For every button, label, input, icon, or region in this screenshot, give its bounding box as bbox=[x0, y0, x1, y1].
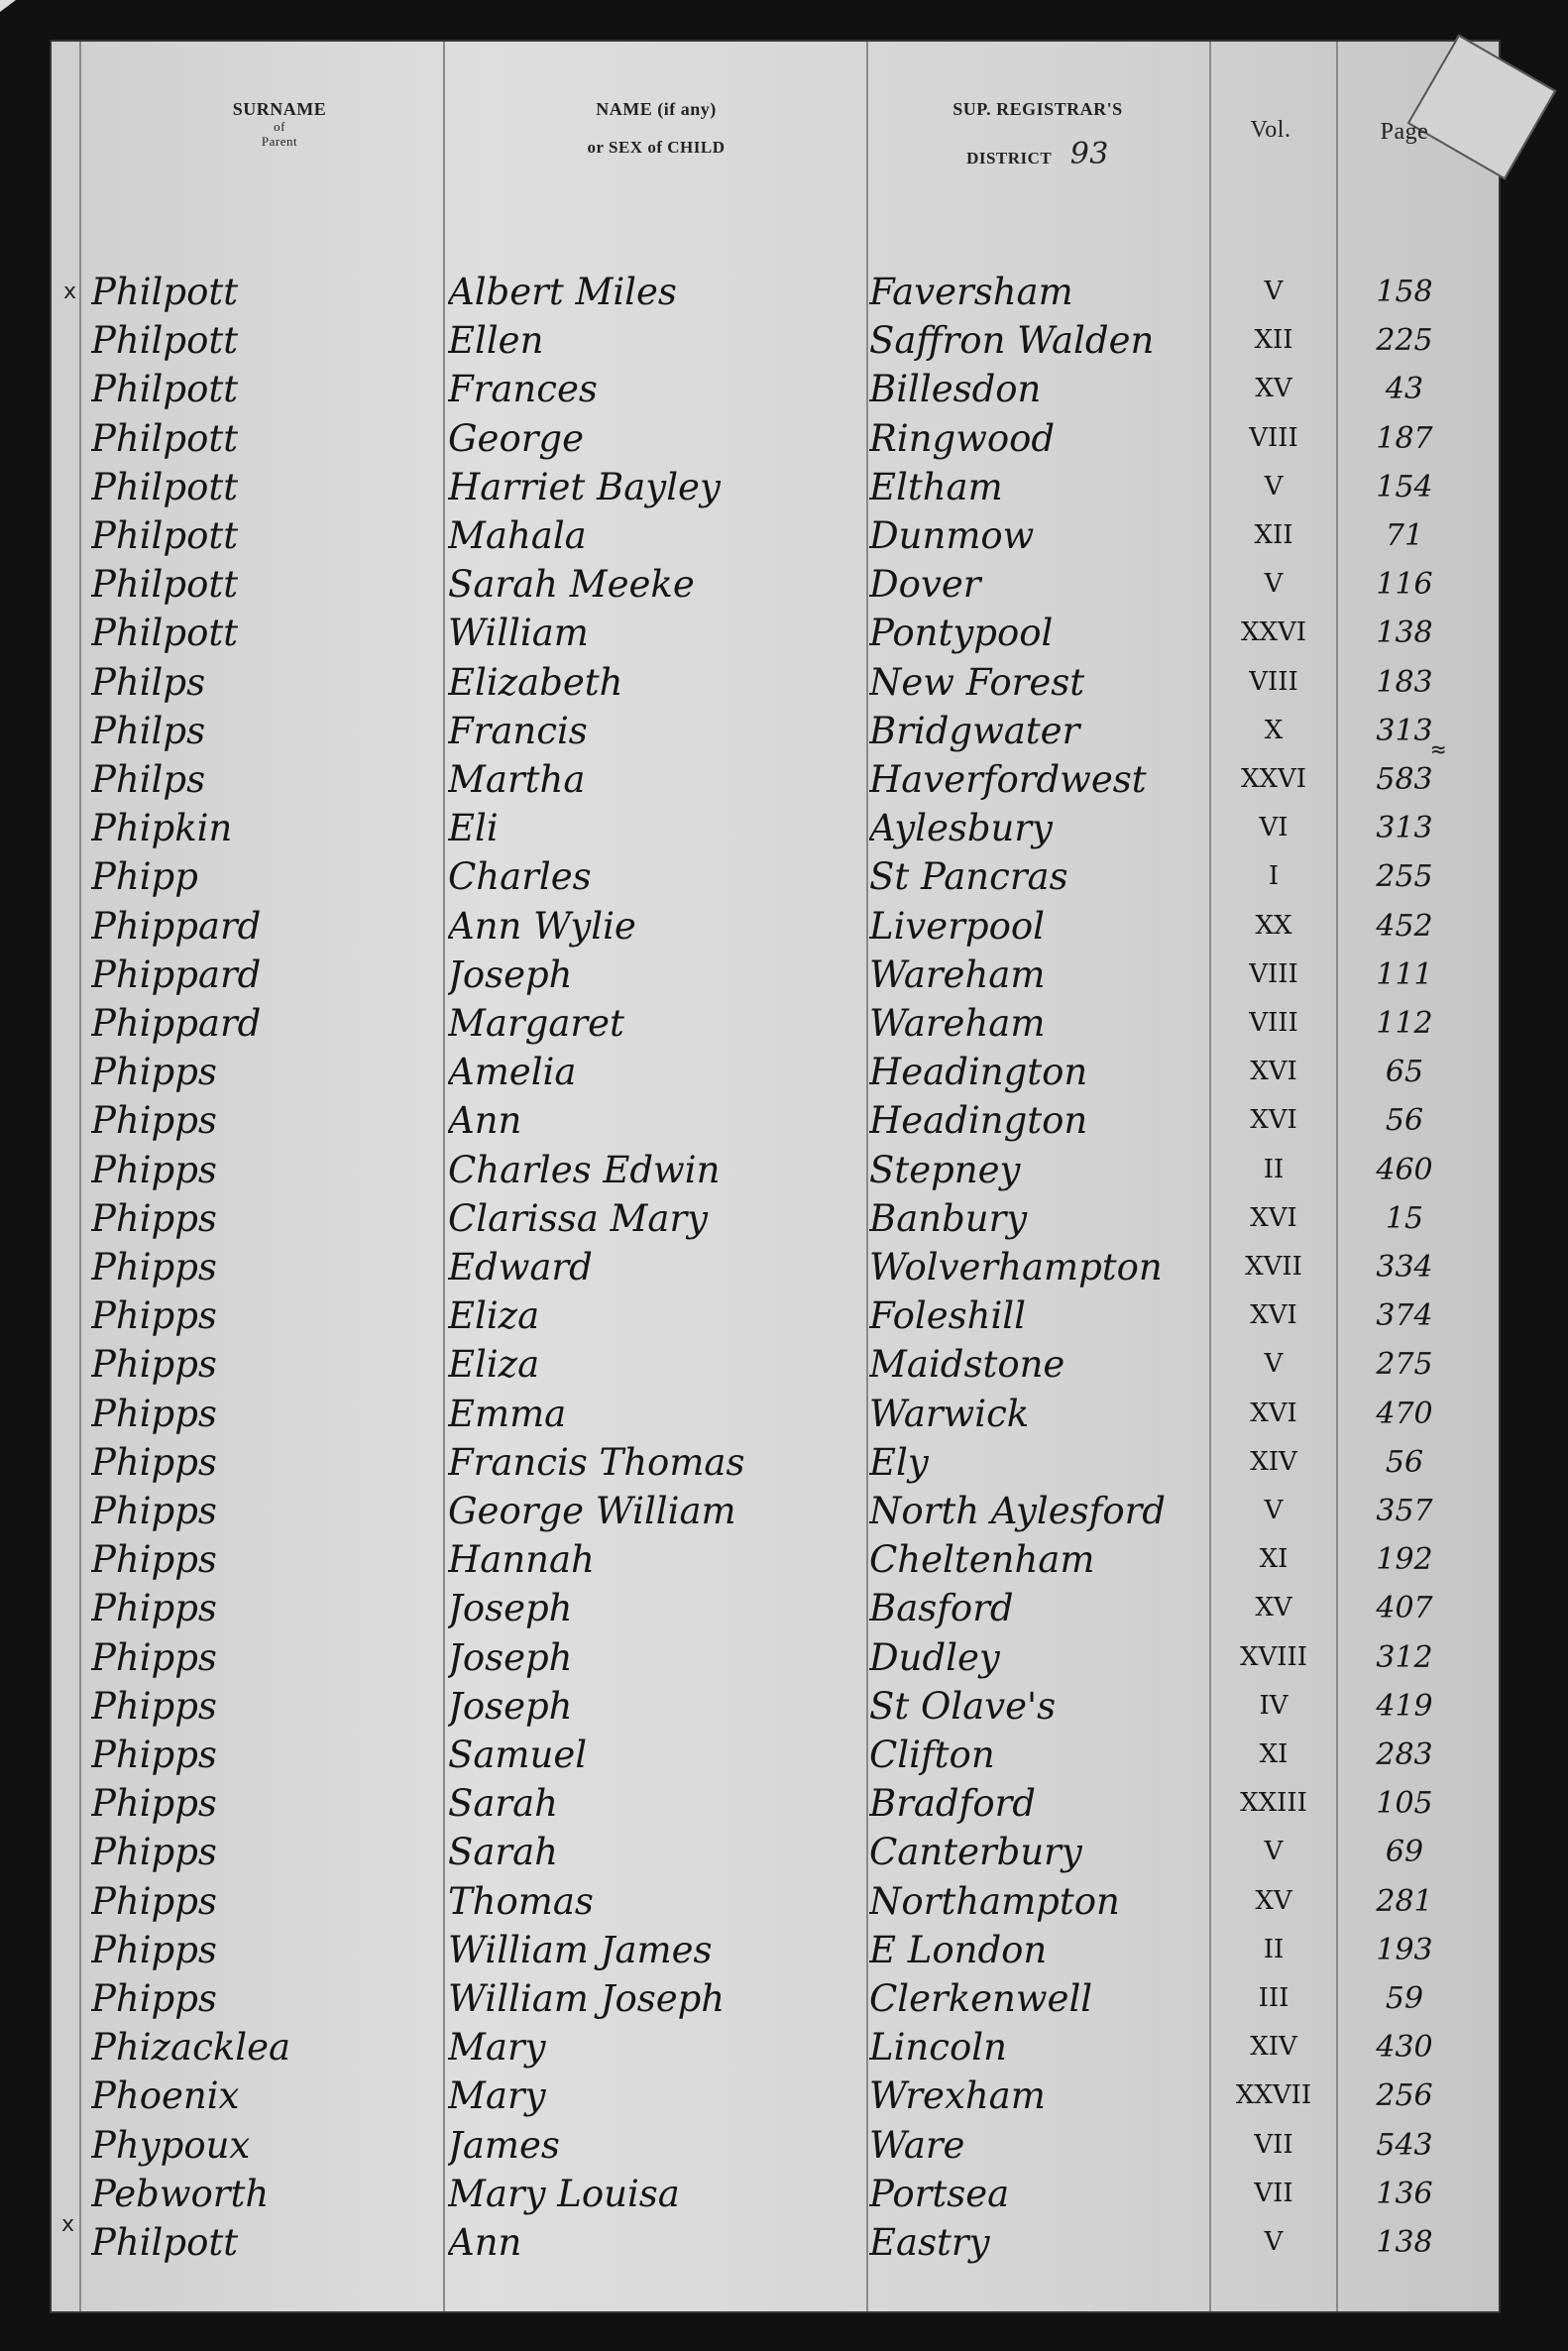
district-cell: Pontypool bbox=[869, 612, 1054, 655]
vol-cell: XII bbox=[1254, 325, 1293, 356]
page-cell: 65 bbox=[1385, 1055, 1424, 1090]
check-mark: x bbox=[63, 280, 77, 304]
page-cell: 187 bbox=[1376, 420, 1433, 456]
child-name-cell: Francis Thomas bbox=[448, 1440, 745, 1484]
district-cell: Eastry bbox=[869, 2221, 990, 2264]
child-name-cell: Edward bbox=[448, 1246, 593, 1288]
child-name-cell: Martha bbox=[448, 758, 586, 801]
child-name-cell: Ann Wylie bbox=[448, 904, 636, 948]
surname-cell: Phipps bbox=[91, 1051, 217, 1094]
surname-cell: Pebworth bbox=[91, 2172, 270, 2215]
surname-cell: Phippard bbox=[91, 904, 262, 948]
page-cell: 374 bbox=[1376, 1298, 1433, 1334]
district-cell: Canterbury bbox=[869, 1831, 1082, 1874]
table-row bbox=[52, 560, 1499, 609]
district-cell: Dover bbox=[869, 563, 981, 607]
page-cell: 255 bbox=[1376, 859, 1433, 895]
page-cell: 357 bbox=[1376, 1494, 1433, 1528]
table-row bbox=[52, 1731, 1499, 1779]
district-cell: St Olave's bbox=[869, 1684, 1057, 1728]
child-name-cell: George bbox=[448, 416, 584, 460]
surname-cell: Phippard bbox=[91, 952, 262, 996]
surname-cell: Phipps bbox=[91, 1684, 217, 1728]
vol-cell: VII bbox=[1254, 2129, 1293, 2160]
vol-cell: V bbox=[1264, 569, 1284, 600]
vol-cell: V bbox=[1264, 2227, 1284, 2257]
child-name-cell: Joseph bbox=[448, 1587, 573, 1630]
page-header: Page bbox=[1380, 119, 1429, 145]
child-name-cell: Eliza bbox=[448, 1343, 540, 1387]
surname-cell: Phipps bbox=[91, 1635, 217, 1679]
page-cell: 183 bbox=[1376, 664, 1433, 700]
district-cell: Clifton bbox=[869, 1734, 995, 1776]
table-row bbox=[52, 2170, 1499, 2218]
page-cell: 59 bbox=[1385, 1981, 1424, 2016]
vol-cell: XVII bbox=[1245, 1252, 1302, 1282]
name-header-line2: or SEX of CHILD bbox=[587, 137, 726, 157]
surname-cell: Philpott bbox=[91, 563, 239, 607]
district-cell: Maidstone bbox=[869, 1343, 1065, 1387]
child-name-cell: Mahala bbox=[448, 514, 587, 557]
page-cell: 313 bbox=[1376, 811, 1433, 846]
table-row bbox=[52, 1291, 1499, 1340]
district-cell: Foleshill bbox=[869, 1294, 1026, 1338]
page-cell: 69 bbox=[1385, 1835, 1424, 1870]
page-cell: 543 bbox=[1376, 2127, 1433, 2163]
surname-header-of: of bbox=[274, 118, 285, 134]
surname-cell: Phippard bbox=[91, 1002, 262, 1045]
child-name-cell: Thomas bbox=[448, 1879, 594, 1923]
surname-header-line: SURNAME bbox=[232, 99, 327, 119]
district-cell: Dunmow bbox=[869, 514, 1035, 557]
table-row bbox=[52, 511, 1499, 560]
child-name-cell: Eliza bbox=[448, 1294, 540, 1338]
vol-cell: XI bbox=[1259, 1739, 1288, 1769]
page-cell: 407 bbox=[1376, 1591, 1433, 1626]
surname-cell: Phipps bbox=[91, 1879, 217, 1923]
page-cell: 312 bbox=[1376, 1639, 1433, 1675]
surname-cell: Phipps bbox=[91, 1294, 217, 1338]
table-row bbox=[52, 268, 1499, 316]
page-cell: 225 bbox=[1376, 323, 1433, 359]
district-cell: Northampton bbox=[869, 1879, 1120, 1923]
table-row bbox=[52, 1340, 1499, 1389]
district-cell: Eltham bbox=[869, 465, 1003, 508]
table-row bbox=[52, 365, 1499, 413]
page-cell: 138 bbox=[1376, 616, 1433, 651]
child-name-cell: Mary bbox=[448, 2074, 546, 2118]
vol-cell: XII bbox=[1254, 520, 1293, 550]
table-row bbox=[52, 2218, 1499, 2267]
page-cell: 281 bbox=[1376, 1883, 1433, 1919]
vol-cell: XI bbox=[1259, 1544, 1288, 1575]
district-number: 93 bbox=[1069, 136, 1109, 171]
table-row bbox=[52, 852, 1499, 901]
page-cell: 470 bbox=[1376, 1396, 1433, 1431]
surname-cell: Philpott bbox=[91, 2221, 239, 2264]
surname-cell: Phipps bbox=[91, 1538, 217, 1582]
vol-cell: II bbox=[1263, 1154, 1285, 1184]
table-row bbox=[52, 707, 1499, 755]
district-cell: Clerkenwell bbox=[869, 1977, 1093, 2020]
district-cell: St Pancras bbox=[869, 855, 1068, 899]
surname-cell: Phipps bbox=[91, 1099, 217, 1143]
district-cell: Bridgwater bbox=[869, 709, 1080, 752]
surname-cell: Philpott bbox=[91, 612, 239, 655]
child-name-cell: Mary bbox=[448, 2026, 546, 2070]
child-name-cell: Ann bbox=[448, 1099, 522, 1143]
district-cell: Aylesbury bbox=[869, 807, 1053, 850]
page-cell: 116 bbox=[1376, 567, 1433, 603]
page-cell: 256 bbox=[1376, 2078, 1433, 2114]
surname-cell: Phipps bbox=[91, 1977, 217, 2020]
table-row bbox=[52, 1682, 1499, 1731]
surname-cell: Phizacklea bbox=[91, 2026, 291, 2070]
vol-cell: XXVI bbox=[1240, 764, 1307, 794]
district-cell: Lincoln bbox=[869, 2026, 1007, 2070]
district-header-line2: DISTRICT bbox=[966, 148, 1052, 168]
child-name-cell: Joseph bbox=[448, 1684, 573, 1728]
district-cell: Saffron Walden bbox=[869, 319, 1155, 363]
surname-cell: Philpott bbox=[91, 416, 239, 460]
page-cell: 112 bbox=[1376, 1006, 1433, 1041]
surname-cell: Phipps bbox=[91, 1196, 217, 1240]
table-row bbox=[52, 1390, 1499, 1438]
table-row bbox=[52, 2071, 1499, 2120]
child-name-cell: Albert Miles bbox=[448, 271, 677, 313]
table-row bbox=[52, 804, 1499, 852]
child-name-cell: Hannah bbox=[448, 1538, 595, 1582]
table-row bbox=[52, 1146, 1499, 1194]
vol-cell: XVI bbox=[1250, 1057, 1297, 1087]
surname-cell: Phipps bbox=[91, 1831, 217, 1874]
district-cell: Bradford bbox=[869, 1782, 1036, 1826]
page-cell: 430 bbox=[1376, 2030, 1433, 2066]
table-row bbox=[52, 951, 1499, 999]
page-cell: 192 bbox=[1376, 1542, 1433, 1578]
table-row bbox=[52, 1974, 1499, 2023]
surname-cell: Philps bbox=[91, 758, 206, 801]
vol-cell: VIII bbox=[1249, 1008, 1298, 1038]
child-name-cell: William Joseph bbox=[448, 1977, 726, 2020]
page-cell: 283 bbox=[1376, 1737, 1433, 1772]
child-name-cell: James bbox=[448, 2123, 560, 2167]
page-cell: 158 bbox=[1376, 275, 1433, 309]
child-name-cell: Mary Louisa bbox=[448, 2172, 680, 2215]
page-cell: 56 bbox=[1385, 1444, 1424, 1480]
surname-cell: Philpott bbox=[91, 271, 239, 313]
vol-cell: V bbox=[1264, 277, 1284, 306]
surname-cell: Philps bbox=[91, 709, 206, 752]
vol-cell: VIII bbox=[1249, 958, 1298, 989]
vol-cell: VIII bbox=[1249, 422, 1298, 453]
table-row bbox=[52, 2121, 1499, 2170]
district-cell: Cheltenham bbox=[869, 1538, 1095, 1582]
surname-cell: Phipkin bbox=[91, 807, 233, 850]
surname-cell: Philpott bbox=[91, 368, 239, 411]
vol-cell: XIV bbox=[1250, 2032, 1297, 2063]
vol-cell: VII bbox=[1254, 2178, 1293, 2208]
vol-cell: XVI bbox=[1250, 1105, 1297, 1136]
page-cell: 334 bbox=[1376, 1250, 1433, 1285]
district-cell: Warwick bbox=[869, 1392, 1030, 1435]
district-cell: Wareham bbox=[869, 1002, 1046, 1045]
child-name-cell: Elizabeth bbox=[448, 660, 623, 704]
district-cell: Billesdon bbox=[869, 368, 1042, 411]
district-cell: Headington bbox=[869, 1051, 1088, 1094]
district-cell: Ely bbox=[869, 1440, 929, 1484]
table-row bbox=[52, 1438, 1499, 1487]
child-name-cell: William bbox=[448, 612, 589, 655]
page-cell: 105 bbox=[1376, 1786, 1433, 1822]
surname-cell: Phipps bbox=[91, 1392, 217, 1435]
table-row bbox=[52, 414, 1499, 463]
vol-cell: II bbox=[1263, 1934, 1285, 1964]
table-row bbox=[52, 2023, 1499, 2071]
child-name-cell: Francis bbox=[448, 709, 588, 752]
vol-cell: XV bbox=[1255, 1885, 1292, 1916]
child-name-cell: Frances bbox=[448, 368, 598, 411]
district-cell: Faversham bbox=[869, 271, 1073, 313]
child-name-cell: Amelia bbox=[448, 1051, 577, 1094]
surname-cell: Philpott bbox=[91, 319, 239, 363]
page-cell: 452 bbox=[1376, 908, 1433, 944]
district-header-line1: SUP. REGISTRAR'S bbox=[952, 99, 1123, 119]
vol-cell: XVI bbox=[1250, 1398, 1297, 1428]
table-row bbox=[52, 999, 1499, 1048]
page-cell: 138 bbox=[1376, 2225, 1433, 2260]
page-cell: 193 bbox=[1376, 1932, 1433, 1967]
district-cell: Wolverhampton bbox=[869, 1246, 1163, 1288]
district-cell: North Aylesford bbox=[869, 1490, 1166, 1532]
table-row bbox=[52, 1535, 1499, 1584]
surname-header bbox=[131, 99, 428, 150]
district-cell: Stepney bbox=[869, 1148, 1021, 1191]
surname-cell: Phipps bbox=[91, 1343, 217, 1387]
child-name-cell: Joseph bbox=[448, 952, 573, 996]
surname-cell: Phipps bbox=[91, 1587, 217, 1630]
district-cell: Wrexham bbox=[869, 2074, 1046, 2118]
surname-cell: Phypoux bbox=[91, 2123, 251, 2167]
child-name-cell: Samuel bbox=[448, 1734, 588, 1776]
vol-header: Vol. bbox=[1250, 117, 1291, 143]
vol-cell: I bbox=[1268, 861, 1280, 892]
table-row bbox=[52, 1633, 1499, 1682]
table-row bbox=[52, 1926, 1499, 1974]
vol-cell: XX bbox=[1255, 910, 1292, 941]
surname-cell: Phipps bbox=[91, 1440, 217, 1484]
surname-cell: Phipps bbox=[91, 1246, 217, 1288]
table-row bbox=[52, 1828, 1499, 1876]
corner-marker bbox=[0, 0, 16, 12]
page-cell: 154 bbox=[1376, 469, 1433, 504]
table-row bbox=[52, 1194, 1499, 1243]
surname-cell: Phipps bbox=[91, 1928, 217, 1971]
page-cell: 460 bbox=[1376, 1152, 1433, 1187]
child-name-cell: Ann bbox=[448, 2221, 522, 2264]
page-cell: 71 bbox=[1385, 518, 1424, 553]
vol-cell: XXIII bbox=[1240, 1788, 1307, 1819]
surname-cell: Philpott bbox=[91, 465, 239, 508]
child-name-cell: William James bbox=[448, 1928, 713, 1971]
surname-header-parent: Parent bbox=[261, 133, 298, 149]
surname-cell: Phipps bbox=[91, 1148, 217, 1191]
table-row bbox=[52, 755, 1499, 804]
table-row bbox=[52, 1243, 1499, 1291]
check-mark: x bbox=[61, 2212, 75, 2237]
page-cell: 583 bbox=[1376, 762, 1433, 797]
name-header-line1: NAME (if any) bbox=[596, 99, 717, 119]
vol-cell: XV bbox=[1255, 374, 1292, 404]
surname-cell: Phipps bbox=[91, 1782, 217, 1826]
district-cell: Ringwood bbox=[869, 416, 1056, 460]
child-name-cell: Clarissa Mary bbox=[448, 1196, 709, 1240]
vol-cell: XVI bbox=[1250, 1202, 1297, 1233]
vol-cell: IV bbox=[1259, 1690, 1288, 1721]
vol-cell: XXVI bbox=[1240, 617, 1307, 648]
child-name-cell: Charles Edwin bbox=[448, 1148, 721, 1191]
child-name-cell: Sarah bbox=[448, 1831, 558, 1874]
surname-cell: Phoenix bbox=[91, 2074, 240, 2118]
table-row bbox=[52, 1096, 1499, 1145]
vol-cell: VI bbox=[1259, 813, 1288, 843]
table-row bbox=[52, 463, 1499, 511]
district-cell: Basford bbox=[869, 1587, 1014, 1630]
child-name-cell: Harriet Bayley bbox=[448, 465, 721, 508]
page-cell: 43 bbox=[1385, 372, 1424, 407]
surname-cell: Philpott bbox=[91, 514, 239, 557]
child-name-cell: Margaret bbox=[448, 1002, 624, 1045]
child-name-cell: Emma bbox=[448, 1392, 567, 1435]
vol-cell: XVI bbox=[1250, 1300, 1297, 1331]
surname-cell: Phipps bbox=[91, 1490, 217, 1532]
district-cell: Dudley bbox=[869, 1635, 1000, 1679]
vol-cell: VIII bbox=[1249, 666, 1298, 697]
register-page bbox=[52, 42, 1499, 2311]
page-cell: 136 bbox=[1376, 2176, 1433, 2211]
child-name-cell: George William bbox=[448, 1490, 736, 1532]
table-row bbox=[52, 1779, 1499, 1828]
vol-cell: XVIII bbox=[1239, 1641, 1308, 1672]
surname-cell: Phipps bbox=[91, 1734, 217, 1776]
page-cell: 419 bbox=[1376, 1688, 1433, 1724]
table-row bbox=[52, 1877, 1499, 1926]
page-cell: 111 bbox=[1376, 956, 1433, 992]
district-cell: Ware bbox=[869, 2123, 965, 2167]
district-cell: Headington bbox=[869, 1099, 1088, 1143]
margin-scribble: ≈ bbox=[1431, 735, 1446, 763]
child-name-cell: Joseph bbox=[448, 1635, 573, 1679]
vol-cell: X bbox=[1264, 715, 1284, 745]
page-cell: 275 bbox=[1376, 1347, 1433, 1383]
table-row bbox=[52, 1487, 1499, 1535]
district-cell: Wareham bbox=[869, 952, 1046, 996]
table-row bbox=[52, 658, 1499, 707]
table-row bbox=[52, 316, 1499, 365]
child-name-cell: Ellen bbox=[448, 319, 544, 363]
child-name-cell: Eli bbox=[448, 807, 499, 850]
district-header bbox=[884, 99, 1191, 171]
vol-cell: XV bbox=[1255, 1593, 1292, 1623]
vol-cell: V bbox=[1264, 471, 1284, 502]
child-name-cell: Charles bbox=[448, 855, 592, 899]
table-row bbox=[52, 609, 1499, 657]
vol-cell: III bbox=[1258, 1983, 1289, 2013]
surname-cell: Phipp bbox=[91, 855, 198, 899]
vol-cell: V bbox=[1264, 1496, 1284, 1525]
page-cell: 15 bbox=[1385, 1200, 1424, 1236]
district-cell: E London bbox=[869, 1928, 1048, 1971]
vol-cell: XXVII bbox=[1235, 2080, 1312, 2111]
district-cell: New Forest bbox=[869, 660, 1085, 704]
table-row bbox=[52, 1584, 1499, 1632]
vol-cell: XIV bbox=[1250, 1446, 1297, 1477]
folded-corner bbox=[1407, 34, 1557, 179]
vol-cell: V bbox=[1264, 1349, 1284, 1380]
name-header bbox=[488, 99, 825, 157]
page-cell: 313 bbox=[1376, 713, 1433, 748]
child-name-cell: Sarah Meeke bbox=[448, 563, 695, 607]
table-row bbox=[52, 902, 1499, 951]
surname-cell: Philps bbox=[91, 660, 206, 704]
district-cell: Portsea bbox=[869, 2172, 1010, 2215]
district-cell: Haverfordwest bbox=[869, 758, 1147, 801]
child-name-cell: Sarah bbox=[448, 1782, 558, 1826]
district-cell: Liverpool bbox=[869, 904, 1045, 948]
table-row bbox=[52, 1048, 1499, 1096]
page-cell: 56 bbox=[1385, 1103, 1424, 1139]
district-cell: Banbury bbox=[869, 1196, 1028, 1240]
vol-cell: V bbox=[1264, 1837, 1284, 1867]
